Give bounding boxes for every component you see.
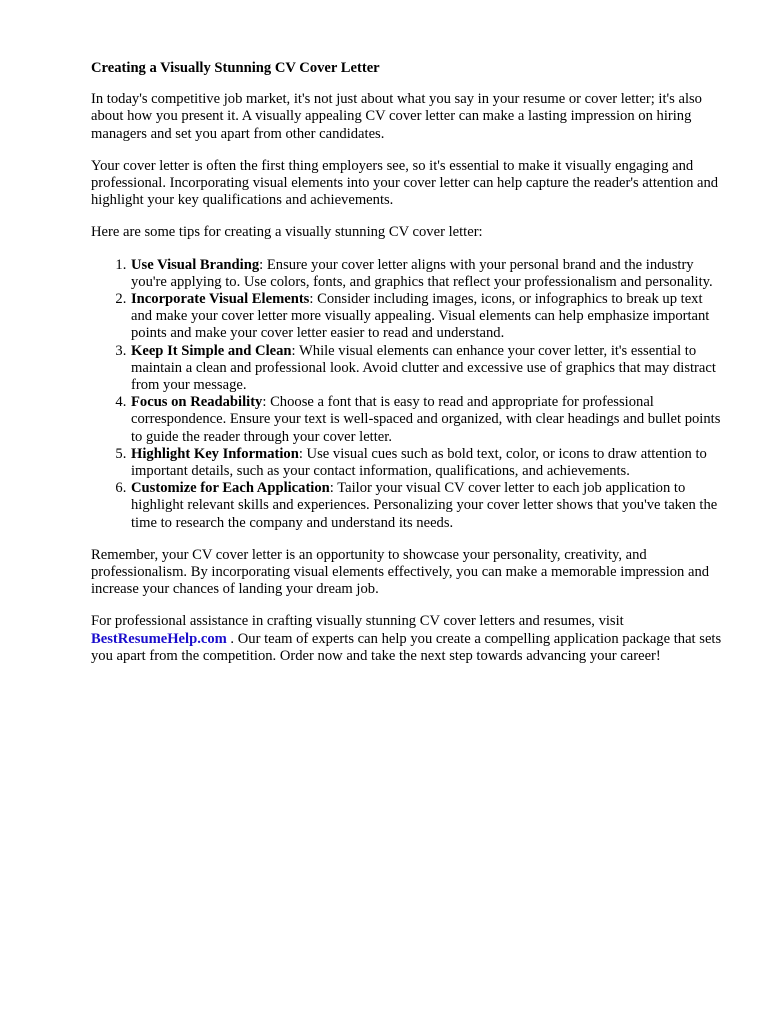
tip-text: Tailor your visual CV cover letter to each job application to highlight relevant skills and experiences. Personalizing your cover letter shows that you've taken the time to research the company and understand its needs.: [131, 480, 718, 531]
tip-heading: Use Visual Branding: [131, 256, 260, 273]
tips-list: [91, 257, 725, 532]
intro-paragraph-1: In today's competitive job market, it's not just about what you say in your resume or cover letter; it's also about how you present it. A visually appealing CV cover letter can make a lasting impression on hiring managers and set you apart from other candidates.: [91, 91, 702, 142]
tip-heading: Customize for Each Application: [131, 480, 330, 497]
tip-separator: :: [329, 480, 334, 497]
document-page: [91, 60, 725, 680]
tip-separator: :: [291, 342, 296, 359]
tip-text: Ensure your cover letter aligns with your personal brand and the industry you're applying to. Use colors, fonts, and graphics that reflect your professionalism and personality.: [131, 256, 713, 290]
tip-text: Consider including images, icons, or infographics to break up text and make your cover letter more visually appealing. Visual elements can help emphasize important points and make your cover letter easier to read and understand.: [131, 291, 710, 342]
tip-item: [130, 480, 725, 532]
cta-suffix: . Our team of experts can help you create a compelling application package that sets you apart from the competition. Order now and take the next step towards advancing your career!: [91, 630, 722, 664]
document-title: Creating a Visually Stunning CV Cover Letter: [91, 60, 380, 76]
tip-separator: :: [298, 445, 303, 462]
cta-prefix: For professional assistance in crafting visually stunning CV cover letters and resumes, visit: [91, 613, 624, 630]
tip-item: [130, 394, 725, 446]
tip-item: [130, 446, 725, 480]
tip-item: [130, 257, 725, 291]
tip-separator: :: [309, 291, 314, 308]
tip-separator: :: [259, 256, 264, 273]
tip-item: [130, 343, 725, 395]
tip-heading: Highlight Key Information: [131, 445, 299, 462]
tip-separator: :: [262, 394, 267, 411]
tip-text: Use visual cues such as bold text, color, or icons to draw attention to important details, such as your contact information, qualifications, and achievements.: [131, 445, 707, 480]
tip-heading: Incorporate Visual Elements: [131, 291, 310, 308]
cta-paragraph: [91, 613, 725, 665]
tip-heading: Keep It Simple and Clean: [131, 342, 292, 359]
closing-paragraph: Remember, your CV cover letter is an opportunity to showcase your personality, creativity, and professionalism. By incorporating visual elements effectively, you can make a memorable impression and increase your chances of landing your dream job.: [91, 546, 710, 598]
tip-item: [130, 291, 725, 343]
tip-heading: Focus on Readability: [131, 394, 263, 411]
tip-text: While visual elements can enhance your cover letter, it's essential to maintain a clean and professional look. Avoid clutter and excessive use of graphics that may distract from your message.: [131, 342, 716, 394]
tips-intro: Here are some tips for creating a visually stunning CV cover letter:: [91, 224, 483, 241]
intro-paragraph-2: Your cover letter is often the first thing employers see, so it's essential to make it visually engaging and professional. Incorporating visual elements into your cover letter can help capture the reader's attention and highlight your key qualifications and achievements.: [91, 157, 719, 209]
best-resume-help-link[interactable]: BestResumeHelp.com: [91, 630, 227, 647]
tip-text: Choose a font that is easy to read and appropriate for professional correspondence. Ensure your text is well-spaced and organized, with clear headings and bullet points to guide the reader through your cover letter.: [131, 394, 721, 445]
